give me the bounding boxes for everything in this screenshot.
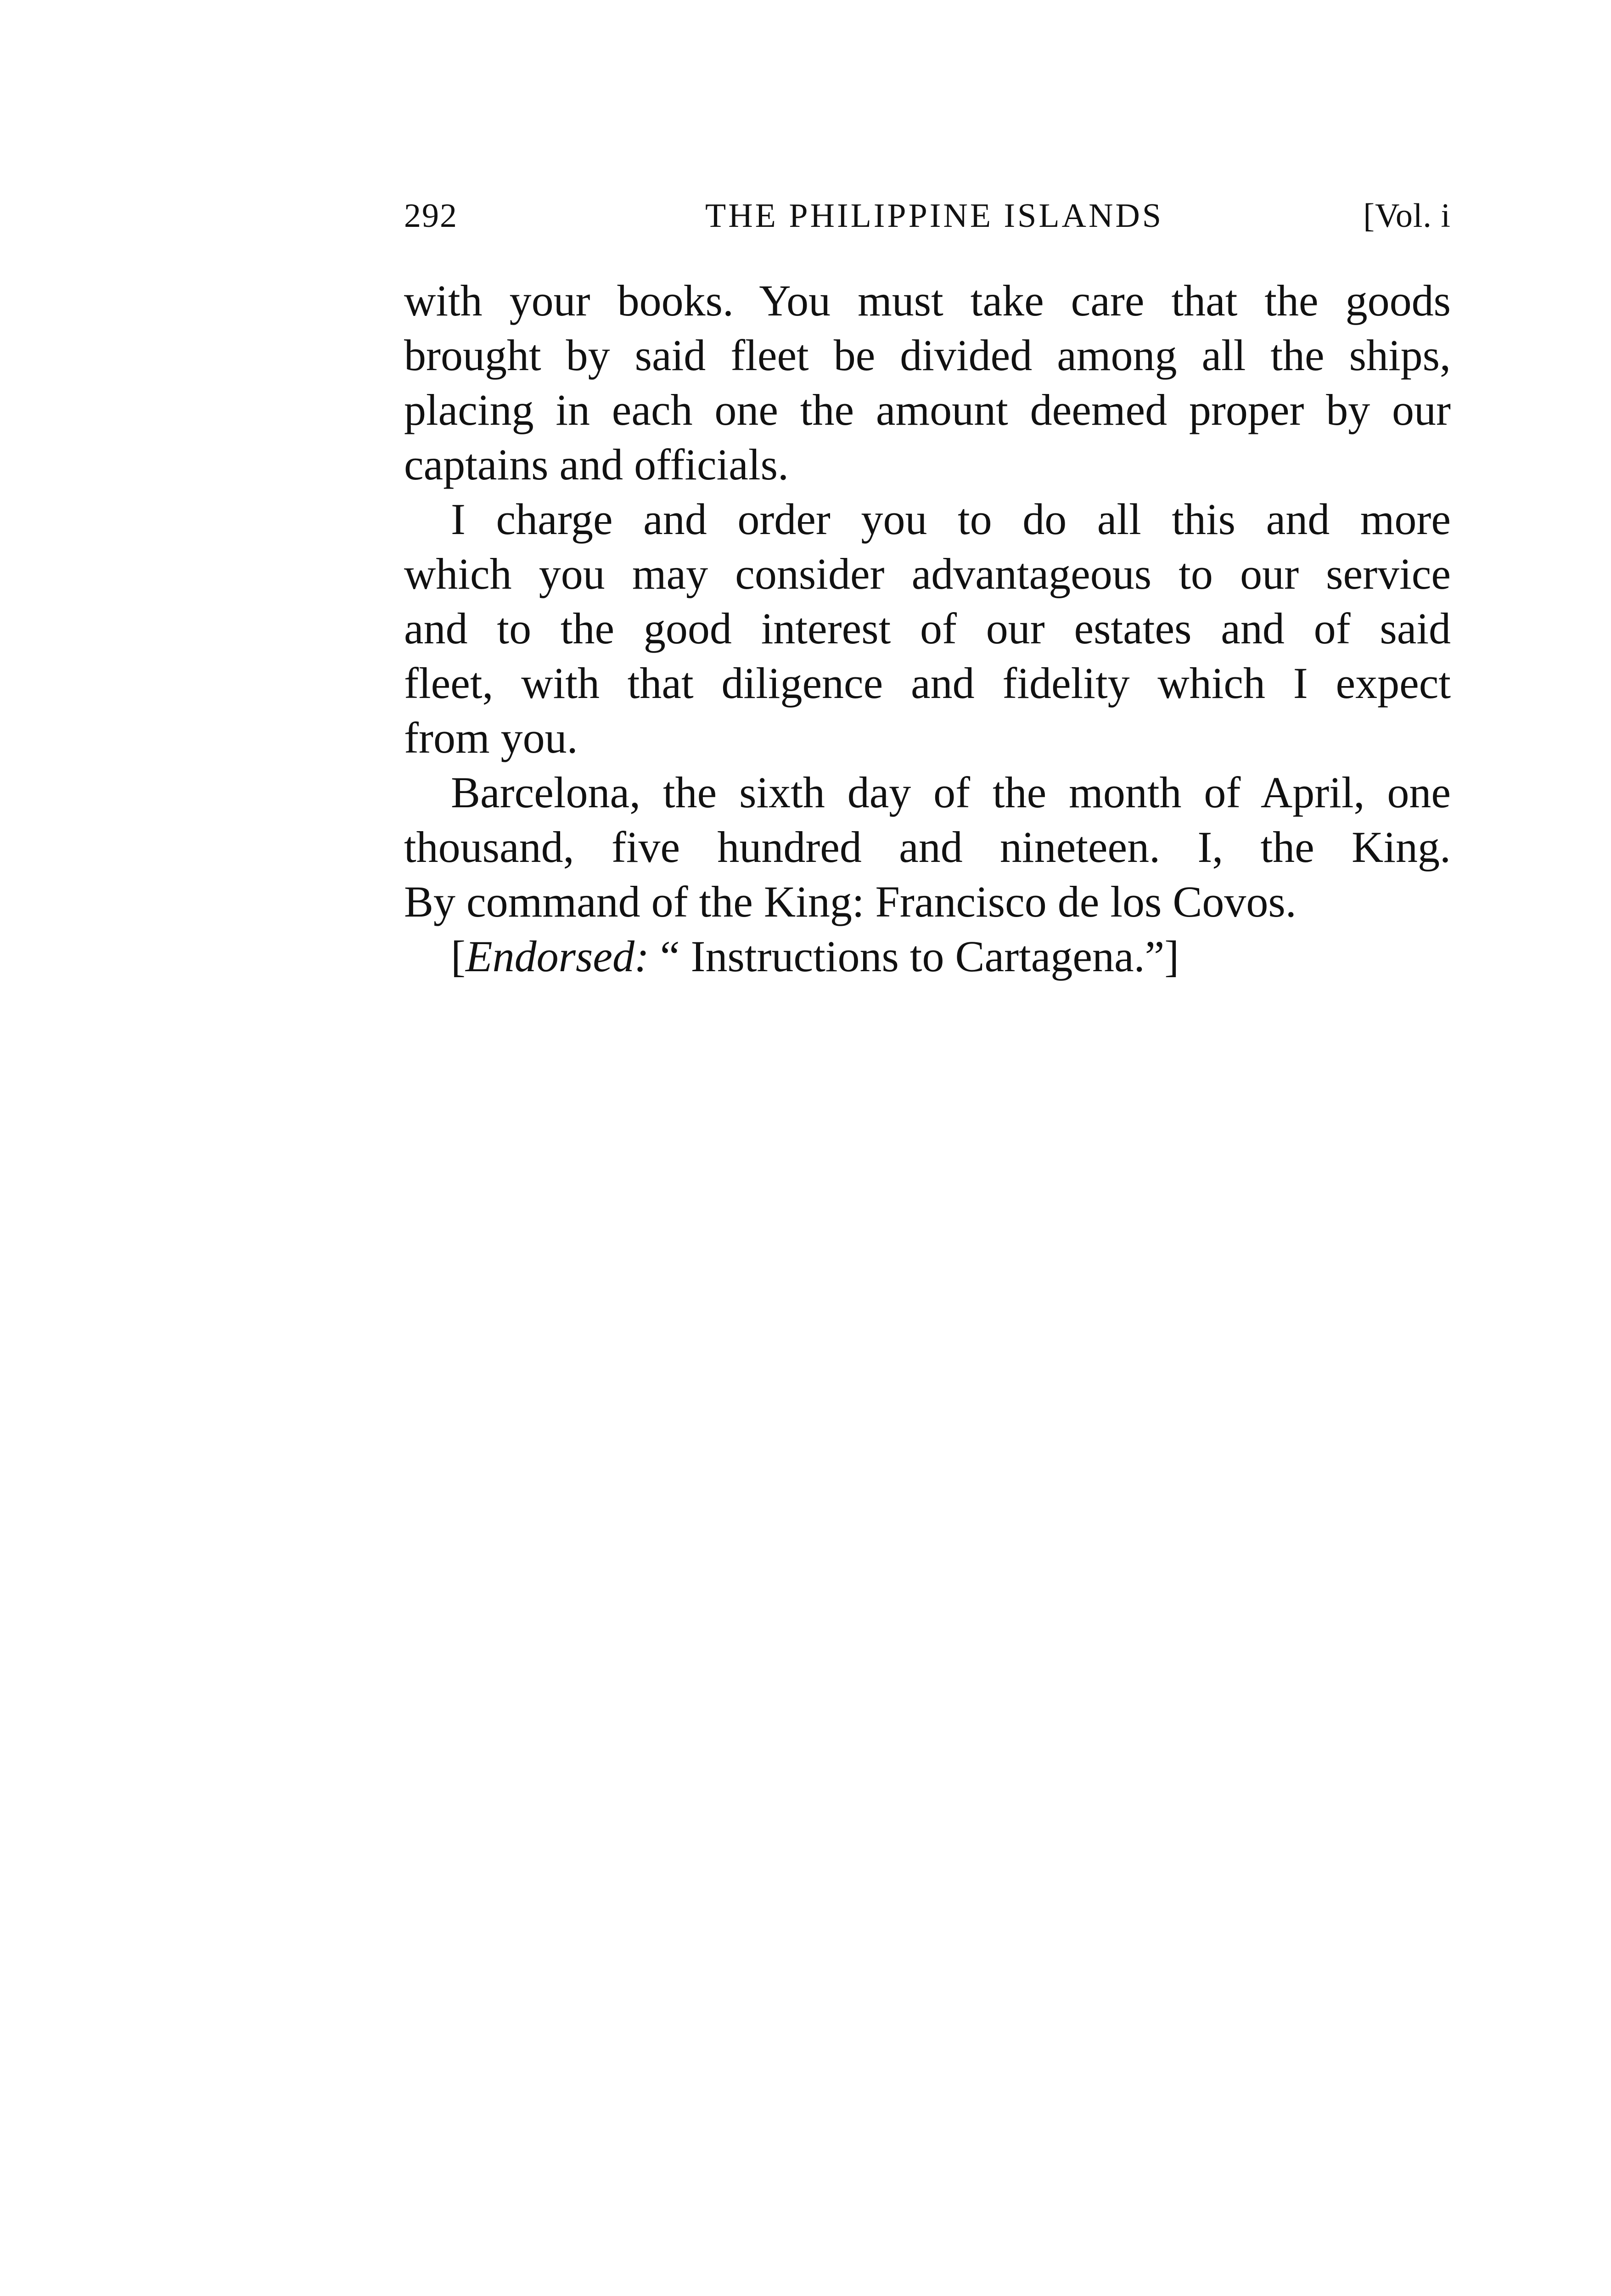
- open-bracket: [: [451, 932, 466, 981]
- text-line: captains and officials.: [404, 440, 789, 489]
- volume-reference: [Vol. i: [1363, 197, 1451, 235]
- endorsement-label: Endorsed:: [465, 932, 649, 981]
- endorsement-line: [404, 929, 1451, 984]
- text-line: fleet, with that diligence and fidelity which I expect: [404, 658, 1451, 708]
- text-line: which you may consider advantageous to our service: [404, 549, 1451, 598]
- paragraph: [404, 765, 1451, 929]
- running-title: THE PHILIPPINE ISLANDS: [705, 197, 1163, 235]
- text-line: brought by said fleet be divided among all the ships,: [404, 331, 1451, 380]
- text-line: and to the good interest of our estates and of said: [404, 604, 1451, 653]
- text-line: placing in each one the amount deemed proper by our: [404, 385, 1451, 434]
- text-line: I charge and order you to do all this and more: [451, 495, 1451, 544]
- endorsement-text: “ Instructions to Cartagena.”]: [649, 932, 1179, 981]
- page-number: 292: [404, 197, 458, 235]
- paragraph: [404, 273, 1451, 492]
- text-line: from you.: [404, 713, 578, 762]
- text-line: thousand, five hundred and nineteen. I, the King.: [404, 822, 1451, 872]
- text-line: By command of the King: Francisco de los Covos.: [404, 877, 1297, 926]
- running-head: [404, 191, 1451, 241]
- paragraph: [404, 492, 1451, 765]
- text-line: with your books. You must take care that the goods: [404, 276, 1451, 325]
- body-text: [404, 273, 1451, 984]
- text-line: Barcelona, the sixth day of the month of April, one: [451, 768, 1451, 817]
